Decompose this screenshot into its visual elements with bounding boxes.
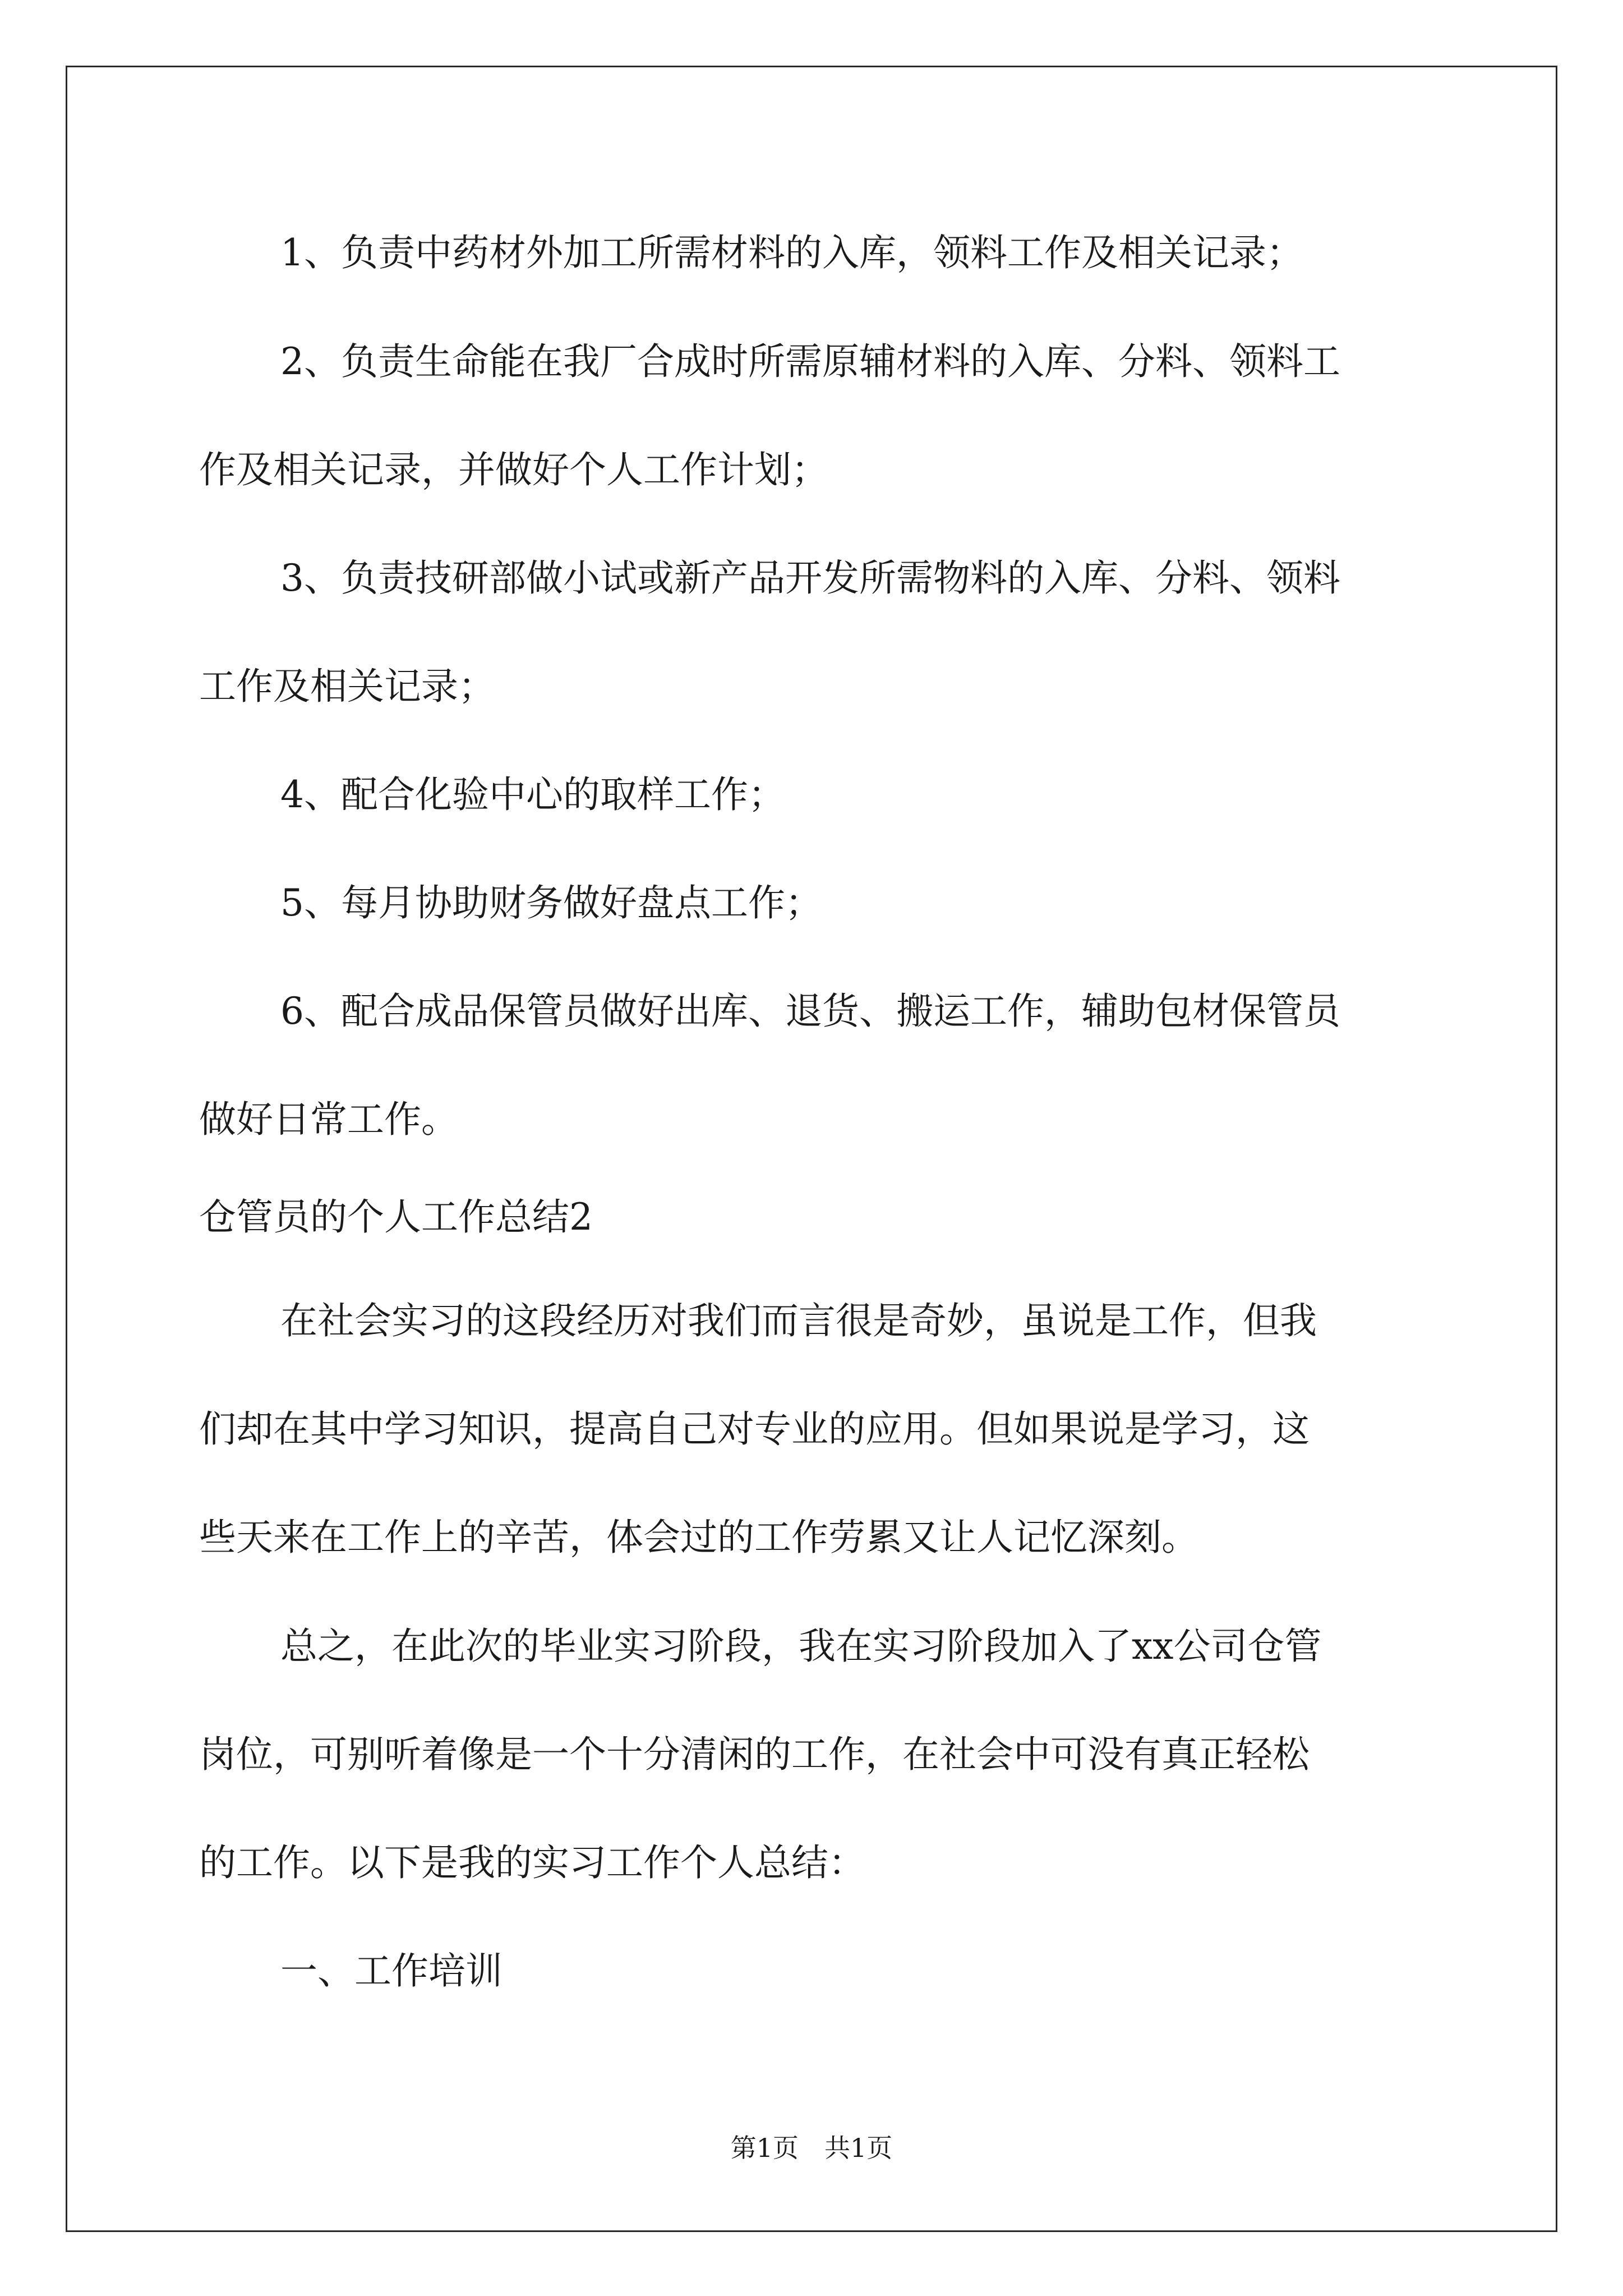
paragraph-1-line-2: 们却在其中学习知识，提高自己对专业的应用。但如果说是学习，这	[199, 1407, 1310, 1451]
subheading-work-training: 一、工作培训	[280, 1949, 502, 1993]
paragraph-2-line-3: 的工作。以下是我的实习工作个人总结：	[199, 1841, 865, 1884]
page-footer: 第1页 共1页	[730, 2133, 893, 2163]
list-item-2-line-2: 作及相关记录，并做好个人工作计划；	[199, 448, 828, 491]
list-item-5: 5、每月协助财务做好盘点工作；	[280, 881, 822, 924]
paragraph-1-line-3: 些天来在工作上的辛苦，体会过的工作劳累又让人记忆深刻。	[199, 1516, 1198, 1559]
list-item-1: 1、负责中药材外加工所需材料的入库，领料工作及相关记录；	[280, 231, 1303, 274]
page-border	[66, 66, 1557, 2232]
paragraph-2-line-1: 总之，在此次的毕业实习阶段，我在实习阶段加入了xx公司仓管	[280, 1625, 1322, 1668]
list-item-3-line-2: 工作及相关记录；	[199, 665, 495, 708]
paragraph-2-line-2: 岗位，可别听着像是一个十分清闲的工作，在社会中可没有真正轻松	[199, 1733, 1310, 1776]
list-item-6-line-1: 6、配合成品保管员做好出库、退货、搬运工作，辅助包材保管员	[280, 990, 1340, 1033]
paragraph-1-line-1: 在社会实习的这段经历对我们而言很是奇妙，虽说是工作，但我	[280, 1299, 1317, 1342]
list-item-2-line-1: 2、负责生命能在我厂合成时所需原辅材料的入库、分料、领料工	[280, 340, 1340, 383]
list-item-6-line-2: 做好日常工作。	[199, 1098, 458, 1141]
list-item-4: 4、配合化验中心的取样工作；	[280, 773, 785, 816]
list-item-3-line-1: 3、负责技研部做小试或新产品开发所需物料的入库、分料、领料	[280, 556, 1340, 600]
section-heading: 仓管员的个人工作总结2	[199, 1195, 593, 1239]
